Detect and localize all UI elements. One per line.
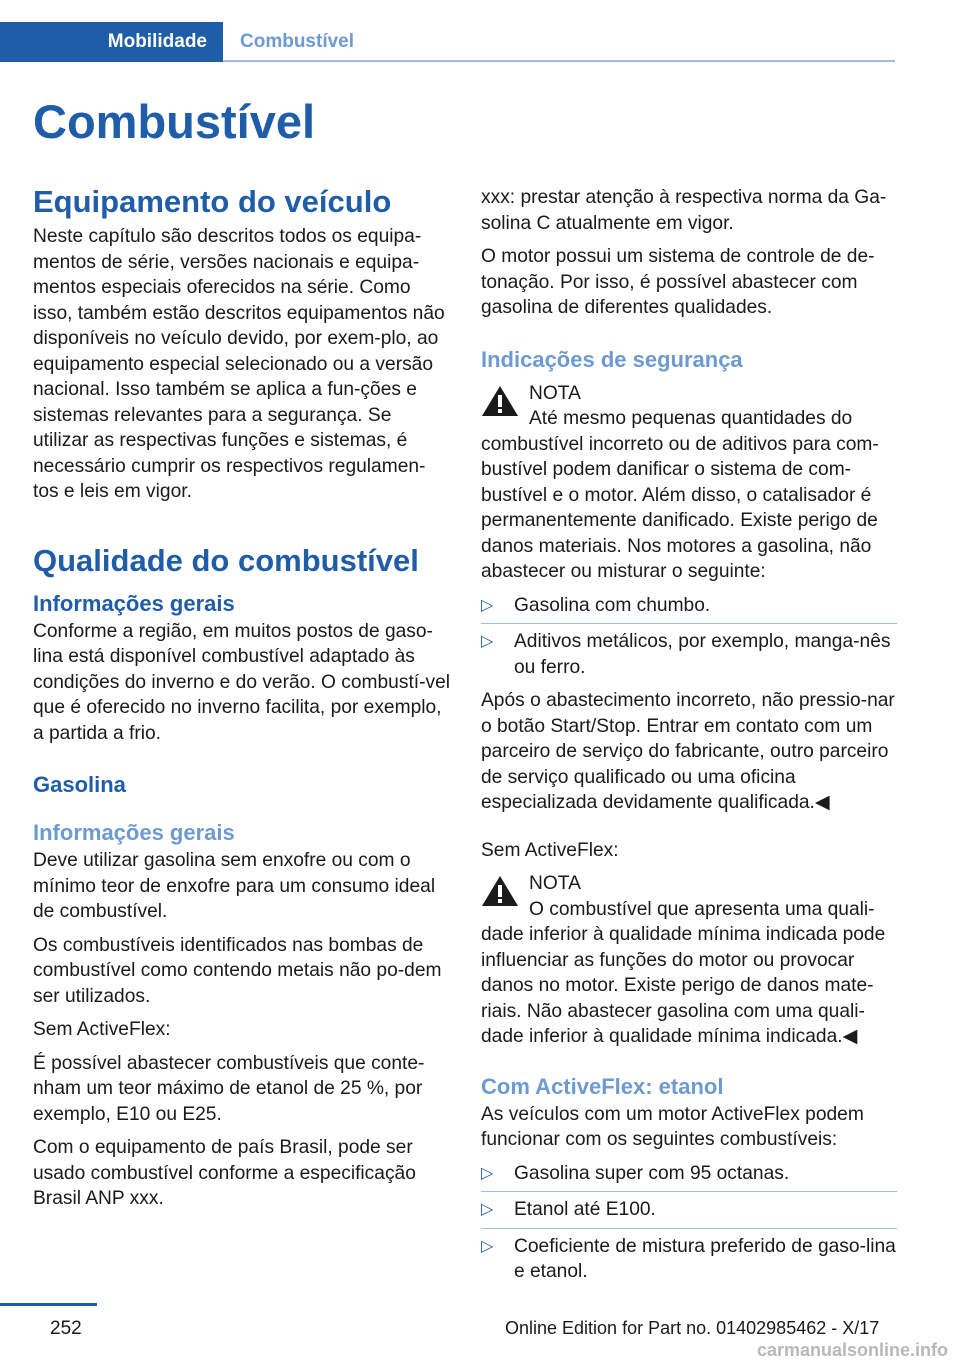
warning-triangle-icon [481, 874, 519, 908]
heading-gasolina: Gasolina [33, 772, 126, 797]
paragraph-sem-activeflex-2: Sem ActiveFlex: [481, 839, 619, 861]
warning-block-2 [481, 871, 897, 1050]
watermark: carmanualsonline.info [756, 1340, 948, 1360]
warning-text: combustível incorreto ou de aditivos para com-bustível podem danificar o sistema de com-bustível e o motor. Além disso, o catalisador é permanentemente danificado. Existe perigo de danos materiais. Nos motores a gasolina, não abastecer ou misturar o seguinte: [481, 433, 879, 582]
paragraph-xxx: xxx: prestar atenção à respectiva norma da Ga-solina C atualmente em vigor. [481, 187, 887, 234]
warning-text-first: O combustível que apresenta uma quali- [529, 898, 875, 920]
left-column [33, 180, 451, 1212]
footer-divider [0, 1303, 97, 1306]
paragraph-gasolina-etanol: É possível abastecer combustíveis que conte-nham um teor máximo de etanol de 25 %, por exemplo, E10 ou E25. [33, 1052, 425, 1125]
bullet-list-2 [481, 1161, 897, 1285]
paragraph-gasolina-2: Os combustíveis identificados nas bombas de combustível como contendo metais não po-dem ser utilizados. [33, 934, 442, 1007]
warning-triangle-icon [481, 384, 519, 418]
page-title: Combustível [33, 95, 316, 148]
footer-edition: Online Edition for Part no. 01402985462 - X/17 [505, 1318, 880, 1338]
tab-combustivel[interactable]: Combustível [240, 31, 355, 52]
heading-qualidade: Qualidade do combustível [33, 542, 419, 578]
heading-informacoes-gerais-2: Informações gerais [33, 820, 235, 845]
warning-text: dade inferior à qualidade mínima indicada pode influenciar as funções do motor ou provocar danos no motor. Existe perigo de danos mate-riais. Não abastecer gasolina com uma quali-dade inferior à qualidade mínima indicada.◀ [481, 924, 886, 1047]
paragraph-etanol: As veículos com um motor ActiveFlex podem funcionar com os seguintes combustíveis: [481, 1103, 864, 1150]
paragraph-informacoes: Conforme a região, em muitos postos de gaso-lina está disponível combustível adaptado às condições do inverno e do verão. O combustí-vel que é oferecido no inverno facilita, por exemplo, a partida a frio. [33, 620, 451, 744]
paragraph-apos: Após o abastecimento incorreto, não pressio-nar o botão Start/Stop. Entrar em contato com um parceiro de serviço do fabricante, outro parceiro de serviço qualificado ou uma oficina especializada devidamente qualificada.◀ [481, 690, 895, 813]
list-item: ▷ Gasolina super com 95 octanas. [481, 1161, 897, 1193]
heading-seguranca: Indicações de segurança [481, 346, 743, 372]
warning-block-1 [481, 381, 897, 585]
triangle-bullet-icon: ▷ [481, 1164, 494, 1182]
list-item: ▷ Etanol até E100. [481, 1197, 897, 1229]
header-divider [223, 60, 895, 62]
heading-informacoes-gerais: Informações gerais [33, 590, 235, 616]
triangle-bullet-icon: ▷ [481, 633, 494, 650]
bullet-list-1 [481, 593, 897, 681]
warning-label: NOTA [529, 873, 581, 894]
paragraph-gasolina-1: Deve utilizar gasolina sem enxofre ou com o mínimo teor de enxofre para um consumo ideal de combustível. [33, 850, 436, 922]
tab-mobilidade[interactable]: Mobilidade [0, 22, 223, 62]
paragraph-motor: O motor possui um sistema de controle de de-tonação. Por isso, é possível abastecer com gasolina de diferentes qualidades. [481, 246, 875, 318]
triangle-bullet-icon: ▷ [481, 1201, 494, 1218]
header-bar [0, 22, 895, 62]
list-item: ▷ Gasolina com chumbo. [481, 593, 897, 625]
heading-equipamento: Equipamento do veículo [33, 184, 392, 219]
warning-text-first: Até mesmo pequenas quantidades do [529, 408, 853, 429]
triangle-bullet-icon: ▷ [481, 596, 494, 614]
list-item: ▷ Coeficiente de mistura preferido de gaso-lina e etanol. [481, 1235, 896, 1282]
paragraph-sem-activeflex: Sem ActiveFlex: [33, 1019, 171, 1040]
right-column [481, 185, 897, 1285]
list-item: ▷ Aditivos metálicos, por exemplo, manga-nês ou ferro. [481, 631, 891, 678]
paragraph-equipamento: Neste capítulo são descritos todos os equipa-mentos de série, versões nacionais e equipa-mentos especiais oferecidos na série. Como isso, também estão descritos equipamentos não disponíveis no veículo devido, por exem-plo, ao equipamento especial selecionado ou a versão nacional. Isso também se aplica a fun-ções e sistemas relevantes para a segurança. Se utilizar as respectivas funções e sistemas, é necessário cumprir os respectivos regulamen-tos e leis em vigor. [33, 226, 445, 502]
paragraph-brasil: Com o equipamento de país Brasil, pode ser usado combustível conforme a especificação Brasil ANP xxx. [33, 1137, 416, 1209]
triangle-bullet-icon: ▷ [481, 1237, 494, 1255]
heading-etanol: Com ActiveFlex: etanol [481, 1073, 724, 1099]
warning-label: NOTA [529, 382, 581, 404]
page-number: 252 [50, 1318, 82, 1339]
